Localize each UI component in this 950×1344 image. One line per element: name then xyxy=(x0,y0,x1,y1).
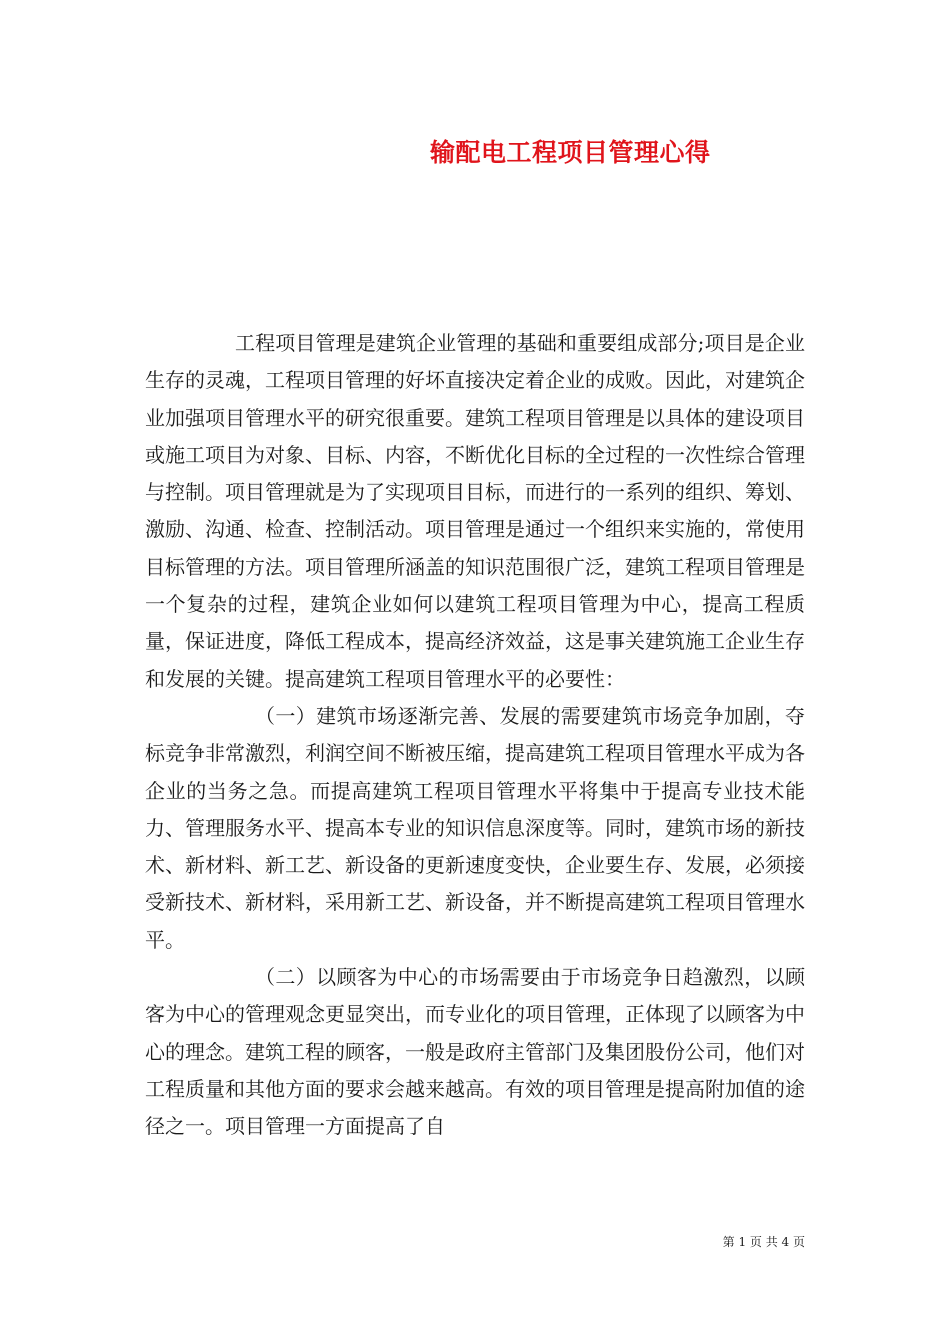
document-title: 输配电工程项目管理心得 xyxy=(430,138,711,167)
paragraph-intro: 工程项目管理是建筑企业管理的基础和重要组成部分;项目是企业生存的灵魂，工程项目管理的好坏直接决定着企业的成败。因此，对建筑企业加强项目管理水平的研究很重要。建筑工程项目管理是以具体的建设项目或施工项目为对象、目标、内容，不断优化目标的全过程的一次性综合管理与控制。项目管理就是为了实现项目目标，而进行的一系列的组织、筹划、激励、沟通、检查、控制活动。项目管理是通过一个组织来实施的，常使用目标管理的方法。项目管理所涵盖的知识范围很广泛，建筑工程项目管理是一个复杂的过程，建筑企业如何以建筑工程项目管理为中心，提高工程质量，保证进度，降低工程成本，提高经济效益，这是事关建筑施工企业生存和发展的关键。提高建筑工程项目管理水平的必要性： xyxy=(145,331,805,691)
paragraph-section-2: （二）以顾客为中心的市场需要由于市场竞争日趋激烈，以顾客为中心的管理观念更显突出，而专业化的项目管理，正体现了以顾客为中心的理念。建筑工程的顾客，一般是政府主管部门及集团股份公司，他们对工程质量和其他方面的要求会越来越高。有效的项目管理是提高附加值的途径之一。项目管理一方面提高了自 xyxy=(145,965,805,1139)
paragraph-section-1: （一）建筑市场逐渐完善、发展的需要建筑市场竞争加剧，夺标竞争非常激烈，利润空间不断被压缩，提高建筑工程项目管理水平成为各企业的当务之急。而提高建筑工程项目管理水平将集中于提高专业技术能力、管理服务水平、提高本专业的知识信息深度等。同时，建筑市场的新技术、新材料、新工艺、新设备的更新速度变快，企业要生存、发展，必须接受新技术、新材料，采用新工艺、新设备，并不断提高建筑工程项目管理水平。 xyxy=(145,703,805,952)
document-body xyxy=(145,325,805,1146)
page-number-footer: 第 1 页 共 4 页 xyxy=(722,1235,805,1249)
